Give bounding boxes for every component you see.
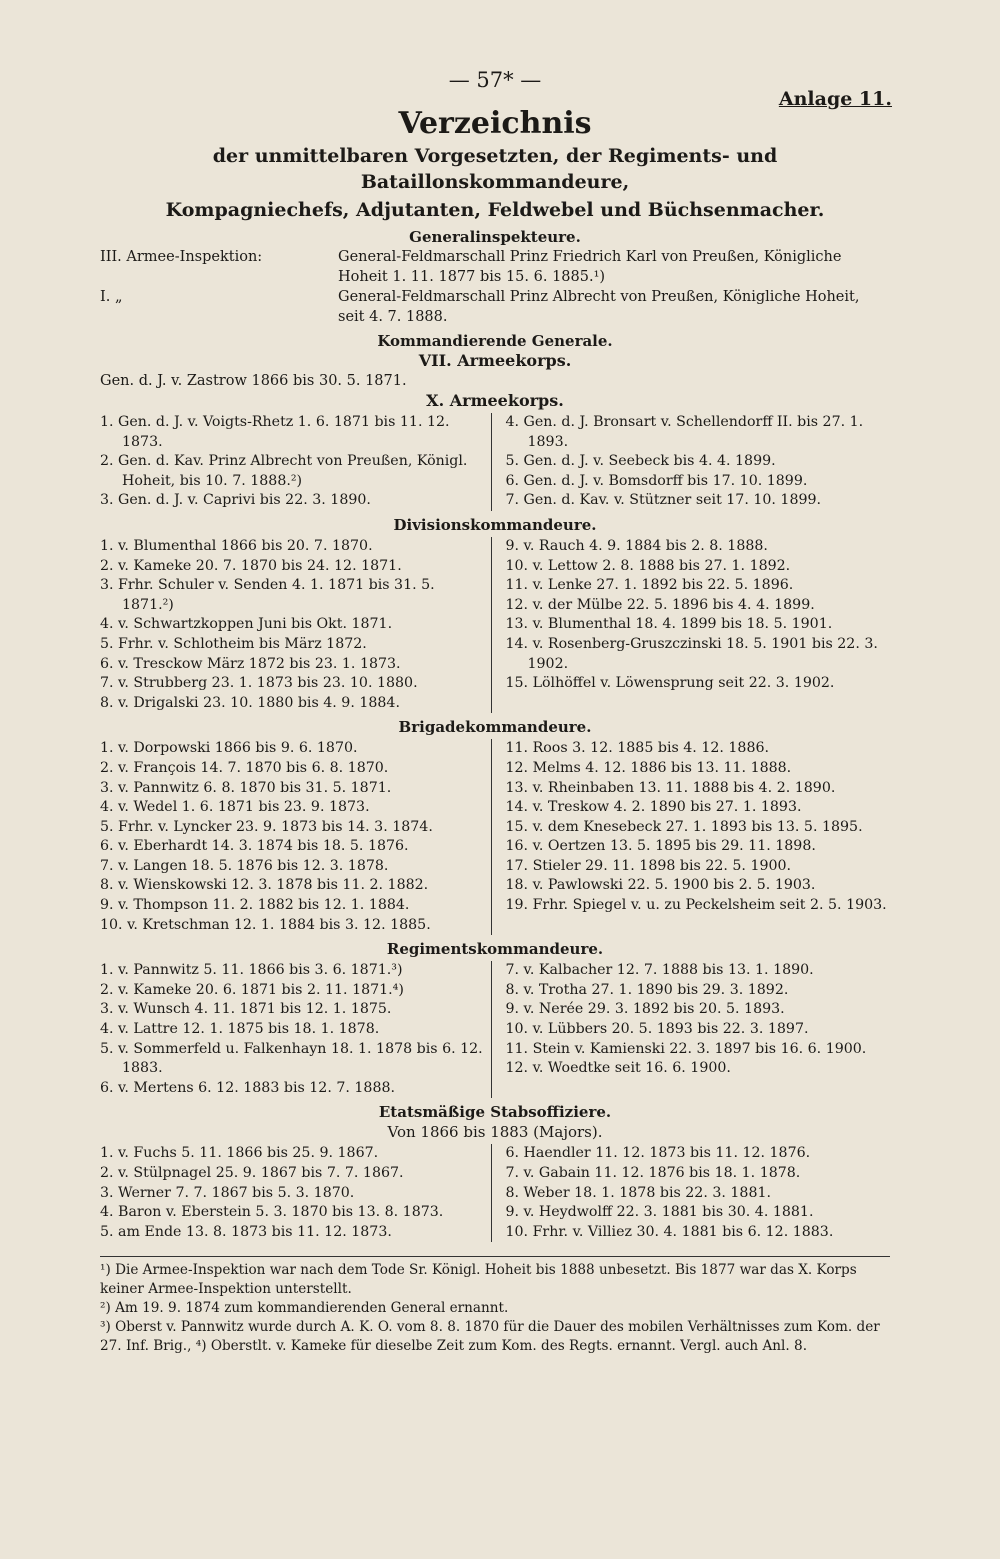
- list-item: 3. v. Pannwitz 6. 8. 1870 bis 31. 5. 1871.: [100, 779, 392, 796]
- inspection-text: General-Feldmarschall Prinz Albrecht von Preußen, Königliche Hoheit, seit 4. 7. 1888.: [338, 289, 860, 325]
- list-item: 6. v. Eberhardt 14. 3. 1874 bis 18. 5. 1876.: [100, 838, 409, 855]
- list-item: 1. v. Fuchs 5. 11. 1866 bis 25. 9. 1867.: [100, 1145, 379, 1162]
- section-heading-staff-officers: Etatsmäßige Stabsoffiziere.: [378, 1103, 612, 1122]
- left-column: [100, 961, 492, 1098]
- division-commanders-list: [100, 537, 890, 713]
- document-title: Verzeichnis: [398, 106, 592, 141]
- footnotes: [100, 1256, 890, 1356]
- list-item: 5. am Ende 13. 8. 1873 bis 11. 12. 1873.: [100, 1223, 392, 1240]
- list-item: 3. Werner 7. 7. 1867 bis 5. 3. 1870.: [100, 1184, 355, 1201]
- section-heading-brigade-commanders: Brigadekommandeure.: [398, 718, 592, 737]
- list-item: 4. v. Wedel 1. 6. 1871 bis 23. 9. 1873.: [100, 799, 370, 816]
- subtitle-line-1: der unmittelbaren Vorgesetzten, der Regiments- und Bataillonskommandeure,: [212, 145, 778, 193]
- list-item: 4. v. Schwartzkoppen Juni bis Okt. 1871.: [100, 616, 393, 633]
- list-item: 17. Stieler 29. 11. 1898 bis 22. 5. 1900.: [505, 857, 792, 874]
- subtitle-line-2: Kompagniechefs, Adjutanten, Feldwebel und Büchsenmacher.: [165, 199, 825, 221]
- list-item: 8. v. Drigalski 23. 10. 1880 bis 4. 9. 1884.: [100, 694, 400, 711]
- list-item: 14. v. Rosenberg-Gruszczinski 18. 5. 1901 bis 22. 3. 1902.: [505, 635, 878, 672]
- list-item: 13. v. Rheinbaben 13. 11. 1888 bis 4. 2. 1890.: [505, 779, 836, 796]
- staff-officers-list: [100, 1144, 890, 1242]
- list-item: 6. v. Tresckow März 1872 bis 23. 1. 1873.: [100, 655, 401, 672]
- list-item: 7. v. Strubberg 23. 1. 1873 bis 23. 10. 1880.: [100, 675, 418, 692]
- list-item: 9. v. Heydwolff 22. 3. 1881 bis 30. 4. 1881.: [505, 1204, 814, 1221]
- list-item: 5. Frhr. v. Lyncker 23. 9. 1873 bis 14. 3. 1874.: [100, 818, 433, 835]
- right-column: [506, 961, 891, 1098]
- list-item: 11. Stein v. Kamienski 22. 3. 1897 bis 16. 6. 1900.: [505, 1040, 867, 1057]
- list-item: 6. Gen. d. J. v. Bomsdorff bis 17. 10. 1899.: [505, 472, 808, 489]
- regiment-commanders-list: [100, 961, 890, 1098]
- footnote: ³) Oberst v. Pannwitz wurde durch A. K. O. vom 8. 8. 1870 für die Dauer des mobilen Verhältnisses zum Kom. der 27. Inf. Brig., ⁴) Oberstlt. v. Kameke für dieselbe Zeit zum Kom. des Regts. ernannt. Vergl. auch Anl. 8.: [100, 1319, 880, 1355]
- staff-officers-subheading: Von 1866 bis 1883 (Majors).: [387, 1123, 603, 1142]
- list-item: 8. v. Wienskowski 12. 3. 1878 bis 11. 2. 1882.: [100, 877, 429, 894]
- list-item: 9. v. Rauch 4. 9. 1884 bis 2. 8. 1888.: [505, 537, 768, 554]
- footnote: ¹) Die Armee-Inspektion war nach dem Tode Sr. Königl. Hoheit bis 1888 unbesetzt. Bis 1877 war das X. Korps keiner Armee-Inspektion unterstellt.: [100, 1262, 857, 1298]
- section-heading-commanding-generals: Kommandierende Generale.: [377, 332, 613, 350]
- list-item: 15. Lölhöffel v. Löwensprung seit 22. 3. 1902.: [505, 675, 835, 692]
- right-column: [506, 537, 891, 713]
- list-item: 6. v. Mertens 6. 12. 1883 bis 12. 7. 1888.: [100, 1079, 396, 1096]
- corps-7-entry: Gen. d. J. v. Zastrow 1866 bis 30. 5. 1871.: [100, 373, 407, 389]
- list-item: 15. v. dem Knesebeck 27. 1. 1893 bis 13. 5. 1895.: [505, 818, 863, 835]
- list-item: 14. v. Treskow 4. 2. 1890 bis 27. 1. 1893.: [505, 799, 802, 816]
- list-item: 1. v. Blumenthal 1866 bis 20. 7. 1870.: [100, 537, 373, 554]
- inspection-row: [100, 247, 890, 287]
- list-item: 9. v. Thompson 11. 2. 1882 bis 12. 1. 1884.: [100, 897, 410, 914]
- list-item: 8. v. Trotha 27. 1. 1890 bis 29. 3. 1892.: [505, 981, 789, 998]
- left-column: [100, 537, 492, 713]
- list-item: 1. v. Pannwitz 5. 11. 1866 bis 3. 6. 1871.³): [100, 962, 403, 979]
- list-item: 5. Gen. d. J. v. Seebeck bis 4. 4. 1899.: [505, 453, 776, 470]
- list-item: 3. Frhr. Schuler v. Senden 4. 1. 1871 bis 31. 5. 1871.²): [100, 577, 435, 613]
- section-heading-regiment-commanders: Regimentskommandeure.: [386, 940, 604, 959]
- list-item: 4. Gen. d. J. Bronsart v. Schellendorff II. bis 27. 1. 1893.: [505, 414, 864, 450]
- list-item: 9. v. Nerée 29. 3. 1892 bis 20. 5. 1893.: [505, 1001, 785, 1018]
- list-item: 13. v. Blumenthal 18. 4. 1899 bis 18. 5. 1901.: [505, 616, 833, 633]
- list-item: 1. Gen. d. J. v. Voigts-Rhetz 1. 6. 1871 bis 11. 12. 1873.: [100, 414, 450, 450]
- list-item: 6. Haendler 11. 12. 1873 bis 11. 12. 1876.: [505, 1145, 811, 1162]
- list-item: 7. v. Gabain 11. 12. 1876 bis 18. 1. 1878.: [505, 1165, 801, 1181]
- left-column: [100, 739, 492, 935]
- list-item: 1. v. Dorpowski 1866 bis 9. 6. 1870.: [100, 740, 358, 757]
- list-item: 3. v. Wunsch 4. 11. 1871 bis 12. 1. 1875.: [100, 1001, 392, 1018]
- left-column: [100, 1144, 492, 1242]
- list-item: 19. Frhr. Spiegel v. u. zu Peckelsheim seit 2. 5. 1903.: [505, 897, 887, 914]
- right-column: [506, 739, 891, 935]
- inspection-label: I. „: [100, 289, 123, 305]
- inspection-text: General-Feldmarschall Prinz Friedrich Karl von Preußen, Königliche Hoheit 1. 11. 1877 bis 15. 6. 1885.¹): [338, 249, 842, 285]
- list-item: 8. Weber 18. 1. 1878 bis 22. 3. 1881.: [505, 1184, 772, 1201]
- list-item: 2. v. François 14. 7. 1870 bis 6. 8. 1870.: [100, 759, 389, 776]
- list-item: 5. Frhr. v. Schlotheim bis März 1872.: [100, 635, 367, 652]
- commanding-generals-list: [100, 413, 890, 511]
- inspection-label: III. Armee-Inspektion:: [100, 249, 263, 265]
- list-item: 11. v. Lenke 27. 1. 1892 bis 22. 5. 1896.: [505, 577, 794, 594]
- corps-heading-7: VII. Armeekorps.: [418, 351, 572, 370]
- list-item: 2. v. Kameke 20. 7. 1870 bis 24. 12. 1871.: [100, 557, 402, 574]
- list-item: 12. Melms 4. 12. 1886 bis 13. 11. 1888.: [505, 759, 792, 776]
- list-item: 7. v. Langen 18. 5. 1876 bis 12. 3. 1878.: [100, 857, 389, 874]
- right-column: [506, 413, 891, 511]
- list-item: 2. Gen. d. Kav. Prinz Albrecht von Preußen, Königl. Hoheit, bis 10. 7. 1888.²): [100, 453, 468, 489]
- list-item: 2. v. Stülpnagel 25. 9. 1867 bis 7. 7. 1867.: [100, 1165, 404, 1181]
- list-item: 5. v. Sommerfeld u. Falkenhayn 18. 1. 1878 bis 6. 12. 1883.: [100, 1040, 483, 1077]
- list-item: 4. v. Lattre 12. 1. 1875 bis 18. 1. 1878.: [100, 1021, 380, 1038]
- list-item: 2. v. Kameke 20. 6. 1871 bis 2. 11. 1871.⁴): [100, 981, 404, 998]
- list-item: 11. Roos 3. 12. 1885 bis 4. 12. 1886.: [505, 740, 770, 757]
- inspection-row: [100, 287, 890, 327]
- list-item: 18. v. Pawlowski 22. 5. 1900 bis 2. 5. 1903.: [505, 877, 816, 894]
- footnote: ²) Am 19. 9. 1874 zum kommandierenden General ernannt.: [100, 1300, 509, 1317]
- list-item: 7. Gen. d. Kav. v. Stützner seit 17. 10. 1899.: [505, 492, 822, 509]
- list-item: 10. v. Lettow 2. 8. 1888 bis 27. 1. 1892.: [505, 557, 791, 574]
- list-item: 12. v. der Mülbe 22. 5. 1896 bis 4. 4. 1899.: [505, 596, 815, 613]
- corps-heading-10: X. Armeekorps.: [426, 391, 564, 410]
- list-item: 10. v. Kretschman 12. 1. 1884 bis 3. 12. 1885.: [100, 916, 431, 933]
- list-item: 7. v. Kalbacher 12. 7. 1888 bis 13. 1. 1890.: [505, 962, 814, 979]
- brigade-commanders-list: [100, 739, 890, 935]
- section-heading-general-inspectors: Generalinspekteure.: [409, 228, 581, 246]
- page-number: — 57* —: [448, 68, 542, 92]
- list-item: 12. v. Woedtke seit 16. 6. 1900.: [505, 1060, 731, 1077]
- left-column: [100, 413, 492, 511]
- section-heading-division-commanders: Divisionskommandeure.: [393, 515, 597, 534]
- list-item: 3. Gen. d. J. v. Caprivi bis 22. 3. 1890.: [100, 492, 371, 509]
- list-item: 4. Baron v. Eberstein 5. 3. 1870 bis 13. 8. 1873.: [100, 1204, 444, 1221]
- list-item: 16. v. Oertzen 13. 5. 1895 bis 29. 11. 1898.: [505, 838, 816, 855]
- annex-label: Anlage 11.: [778, 88, 892, 110]
- list-item: 10. v. Lübbers 20. 5. 1893 bis 22. 3. 1897.: [505, 1021, 809, 1038]
- list-item: 10. Frhr. v. Villiez 30. 4. 1881 bis 6. 12. 1883.: [505, 1223, 834, 1240]
- right-column: [506, 1144, 891, 1242]
